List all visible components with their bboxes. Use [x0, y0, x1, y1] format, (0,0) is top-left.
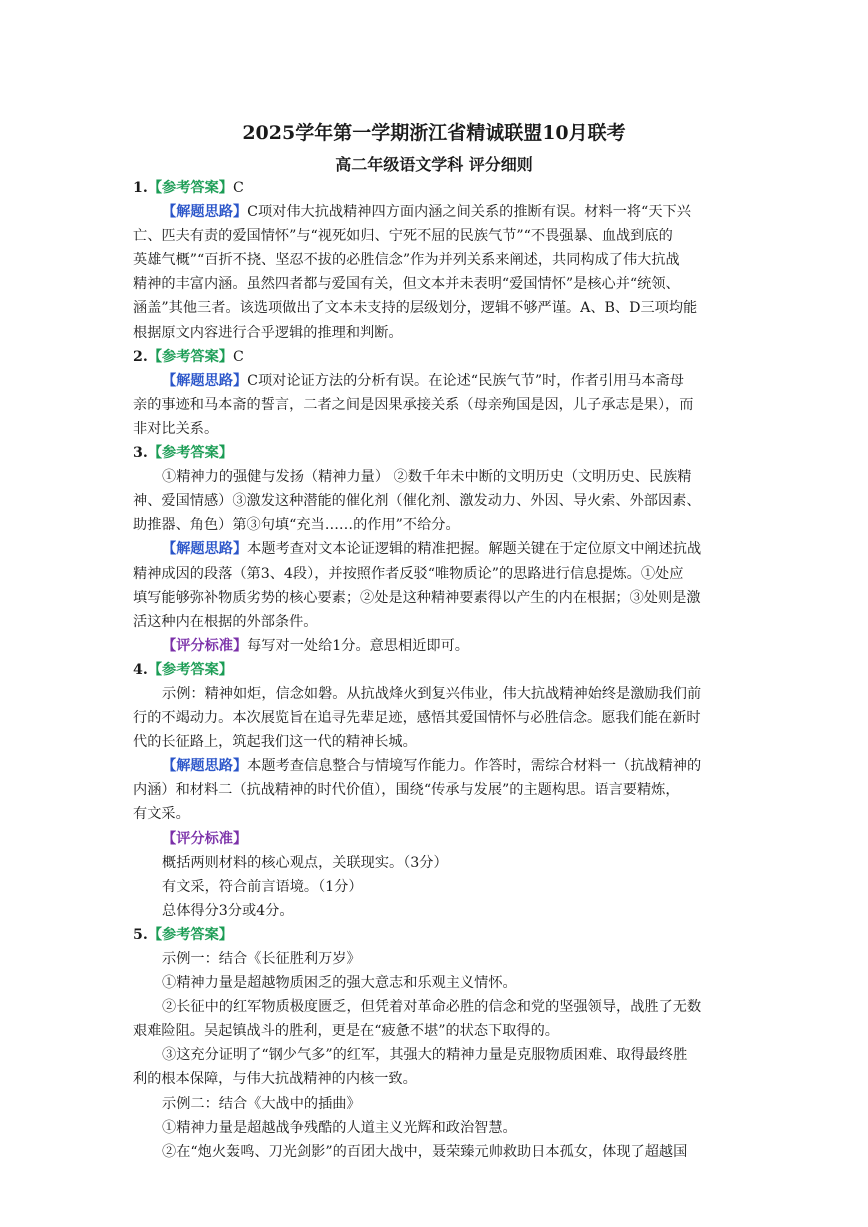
analysis-label: 【解题思路】 — [162, 204, 248, 221]
q5-answer-line: ③这充分证明了“钢少气多”的红军，其强大的精神力量是克服物质困难、取得最终胜 — [162, 1047, 688, 1064]
q5-answer-line: 示例一：结合《长征胜利万岁》 — [162, 951, 361, 967]
q5-answer-line: ②长征中的红军物质极度匮乏，但凭着对革命必胜的信念和党的坚强领导，战胜了无数 — [162, 999, 702, 1016]
q4-standard-heading — [133, 827, 739, 851]
q1-analysis-line: 根据原文内容进行合乎逻辑的推理和判断。 — [133, 324, 403, 341]
q3-answer-heading — [133, 441, 739, 465]
analysis-label: 【解题思路】 — [162, 758, 248, 775]
analysis-text: 本题考查信息整合与情境写作能力。作答时，需综合材料一（抗战精神的 — [247, 758, 702, 775]
q1-analysis-line — [133, 200, 739, 224]
document-body — [133, 176, 739, 1164]
document-subtitle: 高二年级语文学科 评分细则 — [335, 155, 533, 174]
standard-text: 每写对一处给1分。意思相近即可。 — [247, 637, 469, 654]
q1-analysis-line: 亡、匹夫有责的爱国情怀”与“视死如归、宁死不屈的民族气节”“不畏强暴、血战到底的 — [133, 228, 673, 245]
q2-analysis-line: 非对比关系。 — [133, 420, 219, 437]
q4-analysis-line — [133, 754, 739, 778]
question-number: 1. — [133, 180, 148, 196]
q4-analysis-line: 内涵）和材料二（抗战精神的时代价值），围绕“传承与发展”的主题构思。语言要精炼， — [133, 782, 680, 799]
answer-label: 【参考答案】 — [147, 180, 233, 196]
q1-answer-line — [133, 176, 739, 200]
q3-analysis-line: 填写能够弥补物质劣势的核心要素；②处是这种精神要素得以产生的内在根据；③处则是激 — [133, 589, 701, 606]
answer-text: C — [232, 348, 244, 365]
q5-answer-line: 利的根本保障，与伟大抗战精神的内核一致。 — [133, 1071, 417, 1088]
analysis-label: 【解题思路】 — [162, 541, 248, 558]
q4-standard-line: 总体得分3分或4分。 — [162, 902, 294, 919]
q3-analysis-line — [133, 537, 739, 561]
q3-standard-line — [133, 634, 739, 658]
q4-answer-heading — [133, 658, 739, 682]
q4-answer-line: 代的长征路上，筑起我们这一代的精神长城。 — [133, 734, 417, 751]
q2-analysis-line — [133, 369, 739, 393]
q3-analysis-line: 活这种内在根据的外部条件。 — [133, 613, 318, 630]
standard-label: 【评分标准】 — [162, 637, 248, 654]
q5-answer-line: 示例二：结合《大战中的插曲》 — [162, 1095, 361, 1112]
answer-label: 【参考答案】 — [147, 445, 233, 462]
q1-analysis-line: 精神的丰富内涵。虽然四者都与爱国有关，但文本并未表明“爱国情怀”是核心并“统领、 — [133, 276, 680, 293]
document-title: 2025学年第一学期浙江省精诚联盟10月联考 — [242, 122, 626, 144]
answer-label: 【参考答案】 — [147, 348, 233, 365]
analysis-text: C项对伟大抗战精神四方面内涵之间关系的推断有误。材料一将“天下兴 — [247, 204, 691, 221]
q2-analysis-line: 亲的事迹和马本斋的誓言，二者之间是因果承接关系（母亲殉国是因，儿子承志是果），而 — [133, 396, 694, 413]
q4-analysis-line: 有文采。 — [133, 806, 190, 823]
q5-answer-line: ②在“炮火轰鸣、刀光剑影”的百团大战中，聂荣臻元帅救助日本孤女，体现了超越国 — [162, 1143, 688, 1160]
answer-label: 【参考答案】 — [147, 926, 233, 943]
analysis-text: 本题考查对文本论证逻辑的精准把握。解题关键在于定位原文中阐述抗战 — [247, 541, 702, 558]
q1-analysis-line: 英雄气概”“百折不挠、坚忍不拔的必胜信念”作为并列关系来阐述，共同构成了伟大抗战 — [133, 252, 680, 269]
q1-analysis-line: 涵盖”其他三者。该选项做出了文本未支持的层级划分，逻辑不够严谨。A、B、D三项均能 — [133, 300, 698, 317]
answer-text: C — [232, 180, 244, 196]
q3-answer-line: ①精神力的强健与发扬（精神力量） ②数千年未中断的文明历史（文明历史、民族精 — [162, 469, 692, 486]
answer-label: 【参考答案】 — [147, 661, 233, 678]
q3-answer-line: 助推器、角色）第③句填“充当……的作用”不给分。 — [133, 517, 460, 534]
q3-answer-line: 神、爱国情感）③激发这种潜能的催化剂（催化剂、激发动力、外因、导火索、外部因素、 — [133, 493, 701, 510]
q2-answer-line — [133, 345, 739, 369]
q3-analysis-line: 精神成因的段落（第3、4段），并按照作者反驳“唯物质论”的思路进行信息提炼。①处应 — [133, 565, 684, 582]
q5-answer-heading — [133, 923, 739, 947]
question-number: 5. — [133, 926, 148, 943]
question-number: 3. — [133, 445, 148, 462]
analysis-text: C项对论证方法的分析有误。在论述“民族气节”时，作者引用马本斋母 — [247, 372, 684, 389]
standard-label: 【评分标准】 — [162, 830, 248, 847]
question-number: 2. — [133, 348, 148, 365]
q4-standard-line: 概括两则材料的核心观点，关联现实。（3分） — [162, 854, 448, 871]
q5-answer-line: ①精神力量是超越物质困乏的强大意志和乐观主义情怀。 — [162, 975, 517, 992]
q4-answer-line: 行的不竭动力。本次展览旨在追寻先辈足迹，感悟其爱国情怀与必胜信念。愿我们能在新时 — [133, 710, 701, 727]
analysis-label: 【解题思路】 — [162, 372, 248, 389]
q5-answer-line: ①精神力量是超越战争残酷的人道主义光辉和政治智慧。 — [162, 1119, 517, 1136]
q4-answer-line: 示例：精神如炬，信念如磐。从抗战烽火到复兴伟业，伟大抗战精神始终是激励我们前 — [162, 685, 702, 702]
question-number: 4. — [133, 661, 148, 678]
q5-answer-line: 艰难险阻。吴起镇战斗的胜利，更是在“疲惫不堪”的状态下取得的。 — [133, 1023, 559, 1040]
q4-standard-line: 有文采，符合前言语境。（1分） — [162, 878, 363, 895]
